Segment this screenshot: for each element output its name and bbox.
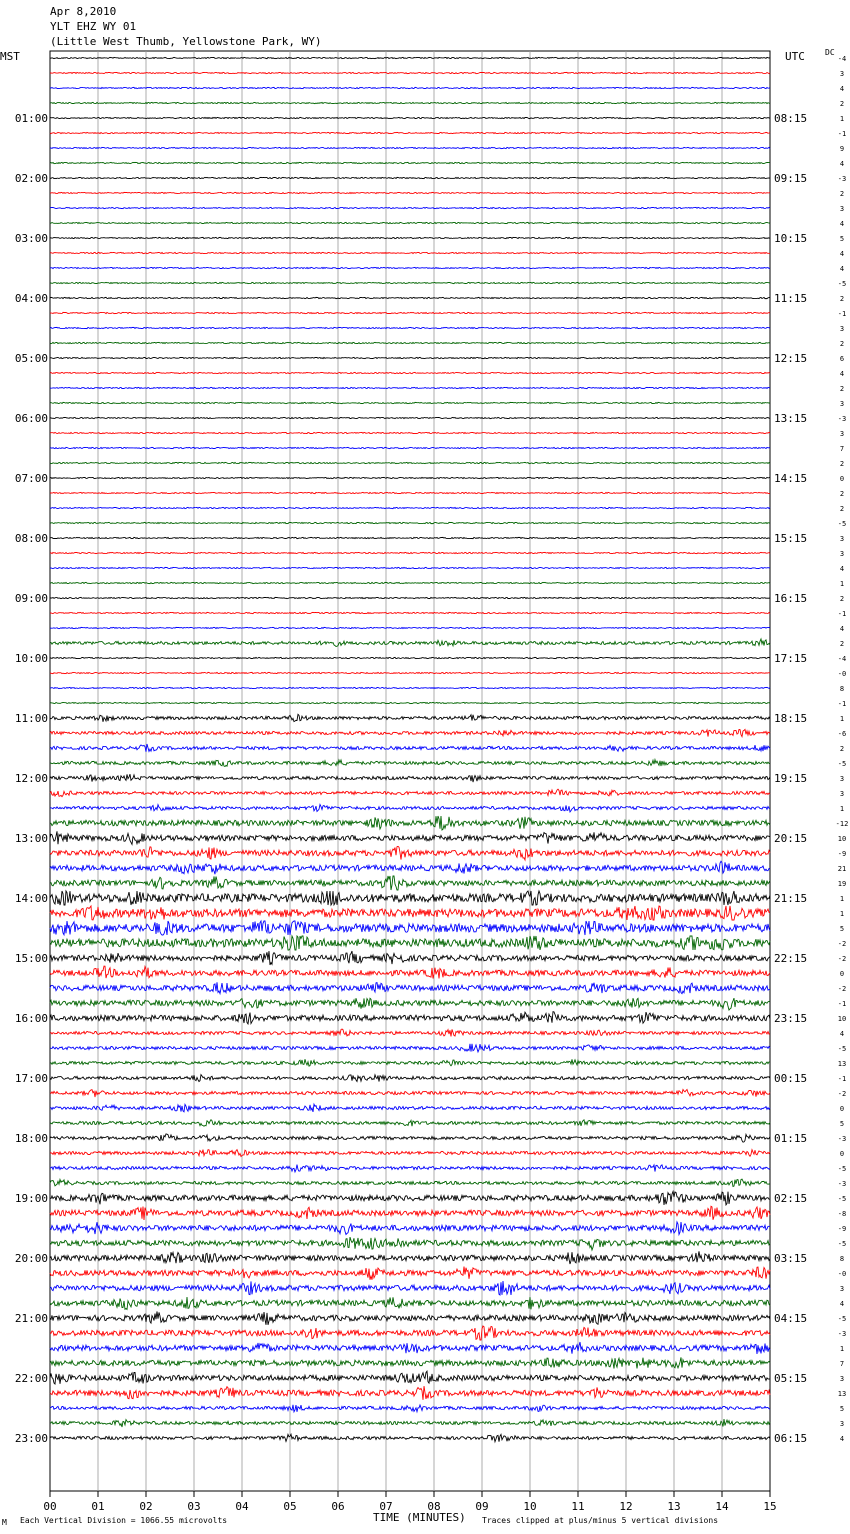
x-tick-label: 12 — [619, 1500, 633, 1513]
trace-line — [50, 1090, 770, 1098]
trace-line — [50, 1419, 770, 1427]
dc-offset-label: 2 — [839, 100, 845, 108]
dc-offset-label: 2 — [839, 190, 845, 198]
trace-line — [50, 537, 770, 538]
left-hour-label: 04:00 — [14, 292, 48, 305]
dc-offset-label: -5 — [837, 1045, 847, 1053]
left-hour-label: 10:00 — [14, 652, 48, 665]
dc-offset-label: -1 — [837, 1075, 847, 1083]
dc-offset-label: 4 — [839, 265, 845, 273]
dc-offset-label: -5 — [837, 1165, 847, 1173]
dc-offset-label: 13 — [837, 1060, 847, 1068]
trace-line — [50, 192, 770, 193]
trace-line — [50, 714, 770, 722]
trace-line — [50, 760, 770, 767]
trace-line — [50, 1075, 770, 1082]
dc-offset-label: -0 — [837, 1270, 847, 1278]
trace-line — [50, 1386, 770, 1400]
trace-line — [50, 966, 770, 978]
dc-offset-label: 19 — [837, 880, 847, 888]
trace-line — [50, 72, 770, 73]
chart-date: Apr 8,2010 — [50, 5, 117, 18]
trace-line — [50, 132, 770, 133]
trace-line — [50, 846, 770, 860]
dc-offset-label: 9 — [839, 145, 845, 153]
dc-offset-label: -3 — [837, 1180, 847, 1188]
dc-offset-label: -5 — [837, 1315, 847, 1323]
dc-offset-label: 2 — [839, 745, 845, 753]
dc-offset-label: 5 — [839, 925, 845, 933]
trace-line — [50, 237, 770, 238]
trace-line — [50, 462, 770, 463]
dc-offset-label: -9 — [837, 850, 847, 858]
dc-offset-label: 2 — [839, 505, 845, 513]
dc-offset-label: 3 — [839, 790, 845, 798]
dc-offset-label: 2 — [839, 640, 845, 648]
trace-line — [50, 447, 770, 448]
trace-line — [50, 1120, 770, 1127]
trace-line — [50, 876, 770, 890]
x-tick-label: 05 — [283, 1500, 297, 1513]
x-axis-label: TIME (MINUTES) — [373, 1511, 466, 1524]
left-hour-label: 20:00 — [14, 1252, 48, 1265]
dc-offset-label: 2 — [839, 295, 845, 303]
trace-line — [50, 1206, 770, 1220]
left-hour-label: 03:00 — [14, 232, 48, 245]
trace-line — [50, 1357, 770, 1368]
right-hour-label: 13:15 — [774, 412, 808, 425]
dc-offset-label: 1 — [839, 895, 845, 903]
right-hour-label: 16:15 — [774, 592, 808, 605]
dc-offset-label: 4 — [839, 220, 845, 228]
x-tick-label: 01 — [91, 1500, 105, 1513]
dc-offset-label: 8 — [839, 1255, 845, 1263]
dc-offset-label: 4 — [839, 85, 845, 93]
dc-offset-label: 0 — [839, 475, 845, 483]
trace-line — [50, 861, 770, 874]
trace-line — [50, 57, 770, 58]
dc-offset-label: 3 — [839, 775, 845, 783]
trace-line — [50, 417, 770, 418]
x-tick-label: 03 — [187, 1500, 201, 1513]
dc-offset-label: -3 — [837, 1330, 847, 1338]
scale-note: Each Vertical Division = 1066.55 microvolts — [20, 1516, 228, 1525]
trace-line — [50, 357, 770, 358]
dc-offset-label: -5 — [837, 520, 847, 528]
trace-line — [50, 1150, 770, 1157]
trace-line — [50, 906, 770, 920]
dc-offset-label: 4 — [839, 565, 845, 573]
trace-line — [50, 774, 770, 782]
dc-offset-label: 0 — [839, 1150, 845, 1158]
x-tick-label: 06 — [331, 1500, 345, 1513]
right-hour-label: 05:15 — [774, 1372, 808, 1385]
dc-offset-label: 1 — [839, 805, 845, 813]
dc-offset-label: -2 — [837, 985, 847, 993]
dc-offset-label: -0 — [837, 670, 847, 678]
dc-offset-label: 1 — [839, 715, 845, 723]
right-hour-label: 08:15 — [774, 112, 808, 125]
x-tick-label: 14 — [715, 1500, 729, 1513]
dc-offset-label: 4 — [839, 1300, 845, 1308]
right-hour-label: 19:15 — [774, 772, 808, 785]
dc-offset-label: 4 — [839, 1030, 845, 1038]
right-hour-label: 06:15 — [774, 1432, 808, 1445]
trace-line — [50, 492, 770, 493]
trace-line — [50, 627, 770, 628]
dc-offset-label: -3 — [837, 415, 847, 423]
x-tick-label: 13 — [667, 1500, 681, 1513]
right-hour-label: 03:15 — [774, 1252, 808, 1265]
dc-offset-label: -8 — [837, 1210, 847, 1218]
dc-offset-label: -3 — [837, 175, 847, 183]
left-hour-label: 23:00 — [14, 1432, 48, 1445]
corner-mark: M — [2, 1518, 7, 1527]
clip-note: Traces clipped at plus/minus 5 vertical divisions — [482, 1516, 719, 1525]
trace-line — [50, 831, 770, 844]
trace-line — [50, 507, 770, 508]
dc-offset-label: 4 — [839, 625, 845, 633]
dc-offset-label: 4 — [839, 160, 845, 168]
dc-offset-label: 13 — [837, 1390, 847, 1398]
trace-line — [50, 342, 770, 343]
trace-line — [50, 1059, 770, 1066]
trace-line — [50, 1267, 770, 1280]
trace-line — [50, 552, 770, 553]
trace-line — [50, 1192, 770, 1206]
left-hour-label: 18:00 — [14, 1132, 48, 1145]
trace-line — [50, 1179, 770, 1186]
trace-line — [50, 372, 770, 373]
left-hour-label: 22:00 — [14, 1372, 48, 1385]
right-hour-label: 10:15 — [774, 232, 808, 245]
left-timezone-label: MST — [0, 50, 20, 63]
trace-line — [50, 687, 770, 688]
dc-offset-label: -1 — [837, 1000, 847, 1008]
right-hour-label: 18:15 — [774, 712, 808, 725]
dc-offset-label: 4 — [839, 250, 845, 258]
right-hour-label: 12:15 — [774, 352, 808, 365]
left-hour-label: 01:00 — [14, 112, 48, 125]
dc-offset-label: -1 — [837, 610, 847, 618]
x-tick-label: 10 — [523, 1500, 537, 1513]
trace-line — [50, 816, 770, 830]
dc-offset-label: 3 — [839, 1285, 845, 1293]
right-hour-label: 22:15 — [774, 952, 808, 965]
dc-offset-label: 1 — [839, 910, 845, 918]
trace-line — [50, 891, 770, 905]
right-hour-label: 04:15 — [774, 1312, 808, 1325]
trace-line — [50, 639, 770, 647]
left-hour-label: 17:00 — [14, 1072, 48, 1085]
right-hour-label: 02:15 — [774, 1192, 808, 1205]
trace-line — [50, 1281, 770, 1295]
x-tick-label: 02 — [139, 1500, 153, 1513]
chart-title: YLT EHZ WY 01 — [50, 20, 137, 33]
trace-line — [50, 1012, 770, 1024]
trace-line — [50, 1434, 770, 1441]
right-hour-label: 00:15 — [774, 1072, 808, 1085]
left-hour-label: 08:00 — [14, 532, 48, 545]
dc-offset-label: 0 — [839, 970, 845, 978]
left-hour-label: 11:00 — [14, 712, 48, 725]
right-hour-label: 15:15 — [774, 532, 808, 545]
trace-line — [50, 282, 770, 283]
trace-line — [50, 102, 770, 103]
left-hour-label: 09:00 — [14, 592, 48, 605]
x-tick-label: 11 — [571, 1500, 585, 1513]
left-hour-label: 05:00 — [14, 352, 48, 365]
dc-offset-label: 3 — [839, 205, 845, 213]
dc-offset-label: 3 — [839, 430, 845, 438]
dc-offset-label: 2 — [839, 595, 845, 603]
dc-offset-label: 6 — [839, 355, 845, 363]
trace-line — [50, 297, 770, 298]
trace-line — [50, 402, 770, 403]
trace-line — [50, 1104, 770, 1112]
dc-offset-label: 10 — [837, 1015, 847, 1023]
trace-line — [50, 1222, 770, 1235]
trace-line — [50, 951, 770, 965]
dc-offset-label: 5 — [839, 1120, 845, 1128]
dc-offset-label: 7 — [839, 1360, 845, 1368]
chart-subtitle: (Little West Thumb, Yellowstone Park, WY) — [50, 35, 322, 48]
trace-line — [50, 312, 770, 313]
trace-line — [50, 177, 770, 178]
dc-offset-label: -1 — [837, 700, 847, 708]
dc-offset-label: -4 — [837, 55, 847, 63]
left-hour-label: 12:00 — [14, 772, 48, 785]
dc-offset-label: 3 — [839, 1420, 845, 1428]
trace-line — [50, 567, 770, 568]
trace-line — [50, 387, 770, 388]
dc-offset-label: -5 — [837, 760, 847, 768]
right-timezone-label: UTC — [785, 50, 805, 63]
left-hour-label: 15:00 — [14, 952, 48, 965]
right-hour-label: 21:15 — [774, 892, 808, 905]
trace-line — [50, 672, 770, 673]
dc-offset-label: 3 — [839, 70, 845, 78]
x-tick-label: 04 — [235, 1500, 249, 1513]
trace-line — [50, 1326, 770, 1340]
dc-offset-label: 5 — [839, 235, 845, 243]
right-hour-label: 17:15 — [774, 652, 808, 665]
dc-offset-label: -1 — [837, 130, 847, 138]
right-hour-label: 09:15 — [774, 172, 808, 185]
dc-offset-label: 4 — [839, 370, 845, 378]
trace-line — [50, 612, 770, 613]
trace-line — [50, 477, 770, 478]
right-hour-label: 20:15 — [774, 832, 808, 845]
trace-line — [50, 1044, 770, 1052]
dc-offset-label: -12 — [835, 820, 849, 828]
trace-line — [50, 522, 770, 523]
x-tick-label: 07 — [379, 1500, 393, 1513]
trace-line — [50, 162, 770, 163]
left-hour-label: 02:00 — [14, 172, 48, 185]
left-hour-label: 13:00 — [14, 832, 48, 845]
dc-offset-label: 3 — [839, 550, 845, 558]
dc-offset-label: -2 — [837, 940, 847, 948]
trace-line — [50, 222, 770, 223]
trace-line — [50, 267, 770, 268]
dc-offset-label: 21 — [837, 865, 847, 873]
x-tick-label: 09 — [475, 1500, 489, 1513]
left-hour-label: 07:00 — [14, 472, 48, 485]
dc-offset-label: -2 — [837, 955, 847, 963]
trace-line — [50, 147, 770, 148]
right-hour-label: 23:15 — [774, 1012, 808, 1025]
trace-line — [50, 805, 770, 812]
dc-offset-label: -5 — [837, 280, 847, 288]
trace-line — [50, 1342, 770, 1354]
dc-offset-label: 8 — [839, 685, 845, 693]
right-hour-label: 11:15 — [774, 292, 808, 305]
dc-offset-label: 2 — [839, 460, 845, 468]
trace-line — [50, 252, 770, 253]
trace-line — [50, 1134, 770, 1142]
right-hour-label: 01:15 — [774, 1132, 808, 1145]
trace-line — [50, 1237, 770, 1250]
trace-line — [50, 1405, 770, 1412]
dc-offset-label: 2 — [839, 340, 845, 348]
dc-offset-label: -2 — [837, 1090, 847, 1098]
trace-line — [50, 657, 770, 658]
x-tick-label: 00 — [43, 1500, 57, 1513]
x-tick-label: 08 — [427, 1500, 441, 1513]
left-hour-label: 14:00 — [14, 892, 48, 905]
trace-line — [50, 729, 770, 736]
dc-offset-label: 10 — [837, 835, 847, 843]
dc-offset-label: 1 — [839, 115, 845, 123]
dc-offset-label: -6 — [837, 730, 847, 738]
trace-line — [50, 1029, 770, 1036]
trace-line — [50, 117, 770, 118]
dc-offset-label: 4 — [839, 1435, 845, 1443]
dc-offset-label: -1 — [837, 310, 847, 318]
dc-offset-label: -9 — [837, 1225, 847, 1233]
trace-line — [50, 87, 770, 88]
dc-offset-label: -5 — [837, 1240, 847, 1248]
trace-line — [50, 582, 770, 583]
trace-line — [50, 921, 770, 935]
trace-line — [50, 936, 770, 950]
dc-offset-label: -3 — [837, 1135, 847, 1143]
dc-offset-label: 3 — [839, 325, 845, 333]
dc-offset-label: 3 — [839, 1375, 845, 1383]
left-hour-label: 19:00 — [14, 1192, 48, 1205]
trace-line — [50, 744, 770, 752]
dc-offset-header: DC — [825, 48, 835, 57]
dc-offset-label: 5 — [839, 1405, 845, 1413]
dc-offset-label: 1 — [839, 580, 845, 588]
left-hour-label: 06:00 — [14, 412, 48, 425]
dc-offset-label: 2 — [839, 385, 845, 393]
dc-offset-label: 2 — [839, 490, 845, 498]
dc-offset-label: 3 — [839, 400, 845, 408]
dc-offset-label: -5 — [837, 1195, 847, 1203]
dc-offset-label: 3 — [839, 535, 845, 543]
trace-line — [50, 207, 770, 208]
dc-offset-label: 0 — [839, 1105, 845, 1113]
trace-line — [50, 327, 770, 328]
dc-offset-label: 7 — [839, 445, 845, 453]
trace-line — [50, 432, 770, 433]
trace-line — [50, 1311, 770, 1325]
trace-line — [50, 1371, 770, 1384]
left-hour-label: 21:00 — [14, 1312, 48, 1325]
trace-line — [50, 702, 770, 703]
trace-line — [50, 998, 770, 1010]
trace-line — [50, 597, 770, 598]
left-hour-label: 16:00 — [14, 1012, 48, 1025]
trace-line — [50, 1165, 770, 1172]
dc-offset-label: 1 — [839, 1345, 845, 1353]
right-hour-label: 14:15 — [774, 472, 808, 485]
x-tick-label: 15 — [763, 1500, 777, 1513]
trace-line — [50, 982, 770, 993]
trace-line — [50, 1251, 770, 1264]
trace-line — [50, 789, 770, 796]
trace-line — [50, 1297, 770, 1309]
dc-offset-label: -4 — [837, 655, 847, 663]
